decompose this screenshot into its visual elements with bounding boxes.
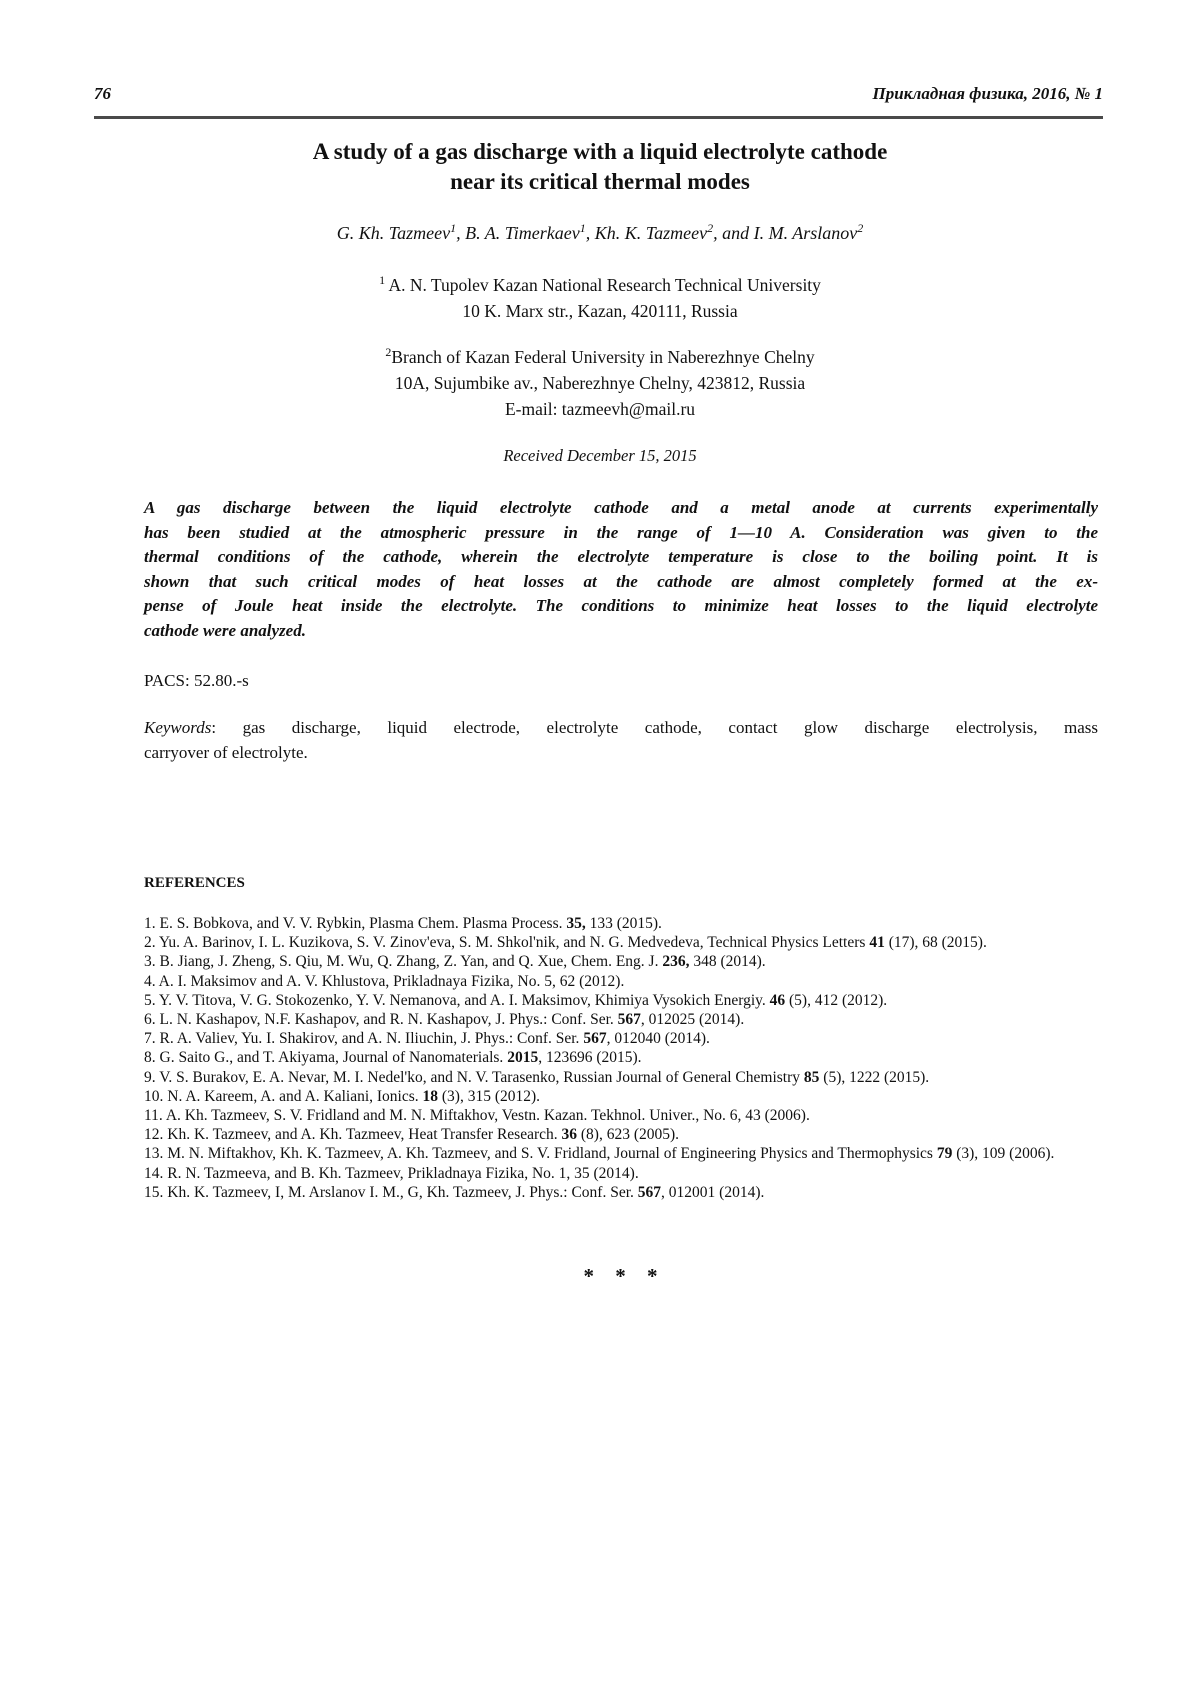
reference-item: 3. B. Jiang, J. Zheng, S. Qiu, M. Wu, Q. Zhang, Z. Yan, and Q. Xue, Chem. Eng. J. 236, 348 (2014).	[144, 953, 766, 971]
affiliation-email: E-mail: tazmeevh@mail.ru	[504, 399, 696, 419]
reference-item: 1. E. S. Bobkova, and V. V. Rybkin, Plasma Chem. Plasma Process. 35, 133 (2015).	[144, 915, 662, 932]
reference-item: 9. V. S. Burakov, E. A. Nevar, M. I. Nedel'ko, and N. V. Tarasenko, Russian Journal of General Chemistry 85 (5), 1222 (2015).	[144, 1068, 930, 1086]
end-separator: * * *	[583, 1264, 659, 1289]
reference-item: 2. Yu. A. Barinov, I. L. Kuzikova, S. V. Zinov'eva, S. M. Shkol'nik, and N. G. Medvedeva, Technical Physics Letters 41 (17), 68 (2015).	[144, 934, 987, 952]
running-head	[94, 84, 1103, 104]
author-1: G. Kh. Tazmeev	[336, 223, 451, 243]
author-4: , and I. M. Arslanov	[713, 223, 858, 243]
pacs-line: PACS: 52.80.-s	[144, 671, 249, 690]
reference-item: 10. N. A. Kareem, A. and A. Kaliani, Ionics. 18 (3), 315 (2012).	[144, 1087, 541, 1105]
reference-item: 14. R. N. Tazmeeva, and B. Kh. Tazmeev, Prikladnaya Fizika, No. 1, 35 (2014).	[144, 1164, 639, 1182]
journal-title: Прикладная физика, 2016, № 1	[872, 84, 1103, 103]
reference-item: 4. A. I. Maksimov and A. V. Khlustova, Prikladnaya Fizika, No. 5, 62 (2012).	[144, 972, 625, 990]
affiliation-2-line-2: 10A, Sujumbike av., Naberezhnye Chelny, 423812, Russia	[394, 373, 806, 393]
keywords-line-2: carryover of electrolyte.	[144, 743, 308, 762]
author-3: , Kh. K. Tazmeev	[585, 223, 708, 243]
author-3-affiliation-mark: 2	[707, 221, 714, 235]
reference-item: 6. L. N. Kashapov, N.F. Kashapov, and R. N. Kashapov, J. Phys.: Conf. Ser. 567, 012025 (2014).	[144, 1011, 745, 1029]
abstract-line: cathode were analyzed.	[144, 620, 306, 640]
reference-item: 5. Y. V. Titova, V. G. Stokozenko, Y. V. Nemanova, and A. I. Maksimov, Khimiya Vysokich Energiy. 46 (5), 412 (2012).	[144, 991, 888, 1009]
affiliation-2	[96, 344, 1104, 422]
authors-line	[96, 223, 1104, 244]
title-line-2: near its critical thermal modes	[450, 169, 750, 194]
title-line-1: A study of a gas discharge with a liquid electrolyte cathode	[312, 139, 888, 164]
author-4-affiliation-mark: 2	[857, 221, 864, 235]
affiliation-1-mark: 1	[379, 273, 386, 288]
author-2: , B. A. Timerkaev	[456, 223, 580, 243]
author-1-affiliation-mark: 1	[450, 221, 457, 235]
affiliation-1	[96, 272, 1104, 324]
header-rule	[94, 116, 1103, 119]
affiliation-1-line-2: 10 K. Marx str., Kazan, 420111, Russia	[462, 301, 738, 321]
affiliation-2-line-1: $^2$Branch of Kazan Federal University in Naberezhnye Chelny	[385, 345, 815, 367]
author-2-affiliation-mark: 1	[579, 221, 586, 235]
page-number: 76	[94, 84, 111, 103]
abstract-line: shown that such critical modes of heat losses at the cathode are almost completely formed at the ex-	[144, 571, 1098, 591]
affiliation-1-line-1: $^1$ A. N. Tupolev Kazan National Research Technical University	[379, 273, 821, 295]
reference-item: 11. A. Kh. Tazmeev, S. V. Fridland and M. N. Miftakhov, Vestn. Kazan. Tekhnol. Univer., No. 6, 43 (2006).	[144, 1107, 810, 1125]
abstract-line: pense of Joule heat inside the electrolyte. The conditions to minimize heat losses to the liquid electrolyte	[144, 596, 1098, 615]
references-list	[144, 914, 1098, 1202]
references-heading: REFERENCES	[144, 875, 245, 891]
reference-item: 8. G. Saito G., and T. Akiyama, Journal of Nanomaterials. 2015, 123696 (2015).	[144, 1049, 642, 1067]
reference-item: 7. R. A. Valiev, Yu. I. Shakirov, and A. N. Iliuchin, J. Phys.: Conf. Ser. 567, 012040 (2014).	[144, 1030, 710, 1048]
abstract-line: A gas discharge between the liquid electrolyte cathode and a metal anode at currents experimentally	[144, 498, 1098, 517]
affiliation-2-mark: 2	[385, 345, 392, 360]
abstract	[144, 496, 1098, 643]
reference-item: 12. Kh. K. Tazmeev, and A. Kh. Tazmeev, Heat Transfer Research. 36 (8), 623 (2005).	[144, 1126, 680, 1144]
page-title	[96, 137, 1104, 197]
keywords-label: Keywords	[144, 718, 212, 737]
reference-item: 13. M. N. Miftakhov, Kh. K. Tazmeev, A. Kh. Tazmeev, and S. V. Fridland, Journal of Engineering Physics and Thermophysics 79 (3), 109 (2006).	[144, 1145, 1055, 1163]
received-date: Received December 15, 2015	[503, 446, 697, 465]
abstract-line: thermal conditions of the cathode, wherein the electrolyte temperature is close to the boiling point. It is	[144, 547, 1098, 566]
reference-item: 15. Kh. K. Tazmeev, I, M. Arslanov I. M., G, Kh. Tazmeev, J. Phys.: Conf. Ser. 567, 012001 (2014).	[144, 1183, 765, 1201]
abstract-line: has been studied at the atmospheric pressure in the range of 1—10 A. Consideration was given to the	[144, 522, 1098, 542]
keywords	[144, 715, 1098, 765]
keywords-line-1: Keywords: gas discharge, liquid electrode, electrolyte cathode, contact glow discharge electrolysis, mass	[144, 718, 1098, 737]
